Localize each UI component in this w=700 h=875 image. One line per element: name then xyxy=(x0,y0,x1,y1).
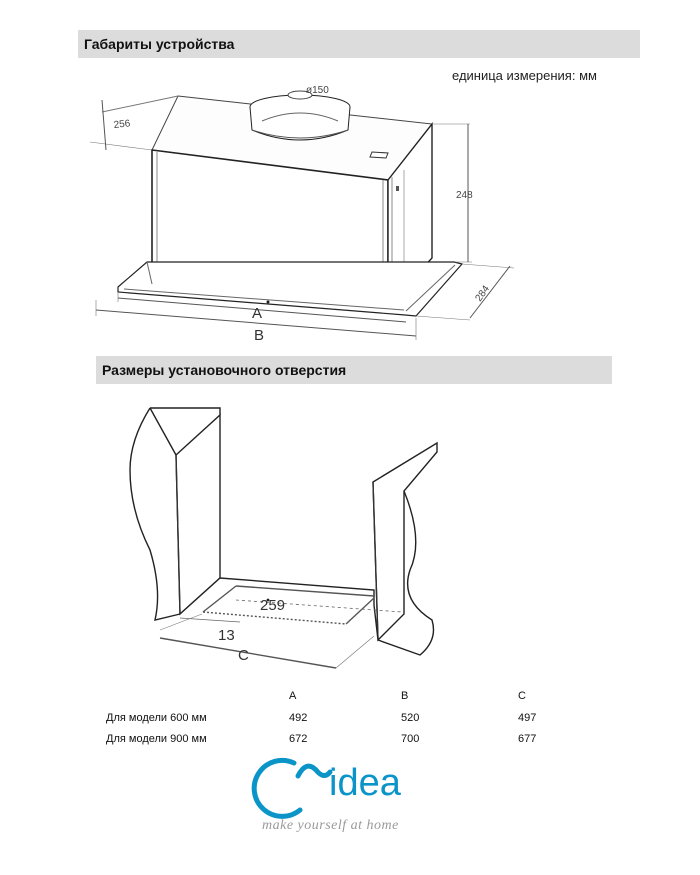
dimension-b-label: B xyxy=(254,327,265,344)
table-header-c: C xyxy=(518,690,526,702)
brand-slogan: make yourself at home xyxy=(262,818,399,833)
cutout-offset-label: 13 xyxy=(218,627,235,644)
table-cell: 492 xyxy=(289,712,308,724)
cutout-depth-label: 259 xyxy=(260,597,286,614)
duct-diameter-label: ø150 xyxy=(306,85,329,96)
logo-m-mark xyxy=(298,766,330,776)
midea-logo xyxy=(254,760,402,816)
section-title: Габариты устройства xyxy=(84,36,235,52)
table-cell: 700 xyxy=(401,733,420,745)
cutout-drawing xyxy=(130,408,437,668)
table-cell: 677 xyxy=(518,733,537,745)
hood-drawing xyxy=(90,91,514,340)
table-row-label: Для модели 600 мм xyxy=(106,712,207,724)
table-row-label: Для модели 900 мм xyxy=(106,733,207,745)
dimension-a-label: A xyxy=(252,305,263,322)
dimension-c-label: C xyxy=(238,647,249,664)
table-header-a: A xyxy=(289,690,297,702)
depth-bottom-label: 284 xyxy=(473,283,493,304)
depth-top-label: 256 xyxy=(113,118,131,131)
height-label: 248 xyxy=(456,190,473,201)
section-title: Размеры установочного отверстия xyxy=(102,362,347,378)
unit-note: единица измерения: мм xyxy=(452,68,597,83)
logo-text: idea xyxy=(329,762,401,804)
table-header-b: B xyxy=(401,690,409,702)
table-cell: 672 xyxy=(289,733,308,745)
table-cell: 497 xyxy=(518,712,537,724)
table-cell: 520 xyxy=(401,712,420,724)
